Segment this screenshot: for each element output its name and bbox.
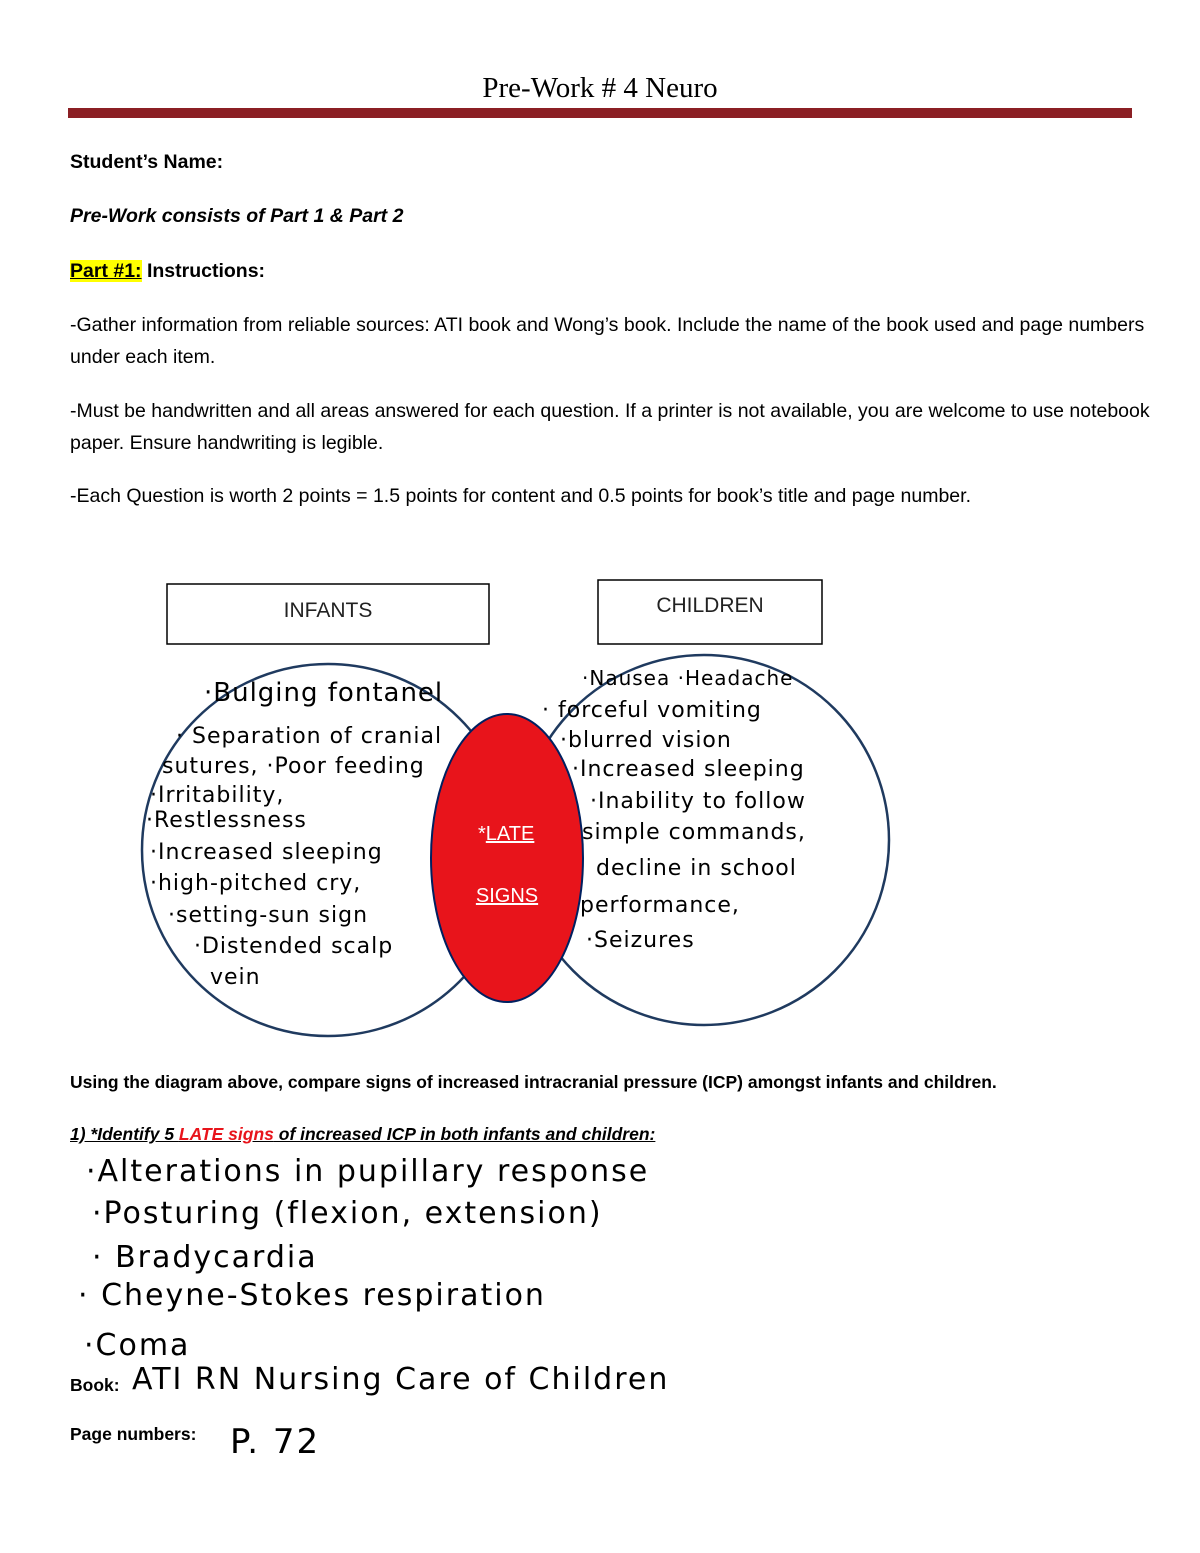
book-label: Book: (70, 1375, 120, 1395)
page-numbers-answer: P. 72 (230, 1422, 321, 1462)
instruction-3: -Each Question is worth 2 points = 1.5 points for content and 0.5 points for book’s title and page number. (70, 485, 971, 507)
late-star: * (478, 823, 486, 845)
compare-text: Using the diagram above, compare signs of increased intracranial pressure (ICP) amongst infants and children. (70, 1072, 997, 1092)
children-note: ·blurred vision (560, 728, 732, 753)
answer-item: ·Posturing (flexion, extension) (92, 1196, 603, 1231)
children-note: decline in school (596, 856, 797, 881)
answer-item: ·Alterations in pupillary response (86, 1154, 650, 1189)
question-1-prefix: 1) *Identify 5 (70, 1124, 179, 1144)
infant-note: ·Restlessness (146, 808, 307, 833)
infant-note: vein (210, 965, 261, 990)
answer-item: · Bradycardia (92, 1240, 318, 1275)
answer-item: · Cheyne-Stokes respiration (78, 1278, 546, 1313)
book-answer: ATI RN Nursing Care of Children (132, 1362, 670, 1397)
page-numbers-label: Page numbers: (70, 1424, 197, 1444)
children-note: ·Increased sleeping (572, 757, 805, 782)
page-title: Pre-Work # 4 Neuro (482, 72, 718, 104)
part1-instructions-label: Instructions: (141, 260, 266, 282)
infants-label: INFANTS (283, 599, 373, 622)
infant-note: sutures, ·Poor feeding (162, 754, 425, 779)
children-note: performance, (580, 893, 740, 918)
instruction-2: -Must be handwritten and all areas answered for each question. If a printer is not available, you are welcome to use notebook paper. Ensure handwriting is legible. (70, 400, 1150, 454)
children-note: ·Nausea ·Headache (582, 666, 794, 690)
question-1 (70, 1124, 655, 1145)
children-note: simple commands, (582, 820, 806, 845)
children-label: CHILDREN (656, 594, 764, 617)
instruction-1: -Gather information from reliable sources: ATI book and Wong’s book. Include the name of the book used and page numbers under each item. (70, 314, 1145, 368)
late-signs-ellipse (431, 714, 583, 1002)
part1-label: Part #1: (70, 260, 142, 282)
infant-note: ·Distended scalp (194, 934, 394, 959)
infant-note: ·Irritability, (150, 783, 285, 808)
late-label-text (478, 823, 534, 845)
late-label: LATE (485, 823, 535, 845)
question-1-late: LATE signs (178, 1124, 274, 1144)
infant-note: ·Increased sleeping (150, 840, 383, 865)
answer-item: ·Coma (84, 1328, 191, 1363)
infant-note: ·setting-sun sign (168, 903, 369, 928)
question-1-suffix: of increased ICP in both infants and children: (273, 1124, 656, 1144)
infant-note: ·Bulging fontanel (204, 678, 444, 708)
prework-line: Pre-Work consists of Part 1 & Part 2 (70, 205, 404, 227)
signs-label: SIGNS (475, 885, 539, 907)
children-note: · forceful vomiting (542, 698, 762, 723)
infant-note: ·high-pitched cry, (150, 871, 362, 896)
student-name-label: Student’s Name: (70, 151, 224, 173)
children-note: ·Inability to follow (590, 789, 806, 814)
infant-note: · Separation of cranial (176, 724, 443, 749)
children-note: ·Seizures (586, 928, 695, 953)
